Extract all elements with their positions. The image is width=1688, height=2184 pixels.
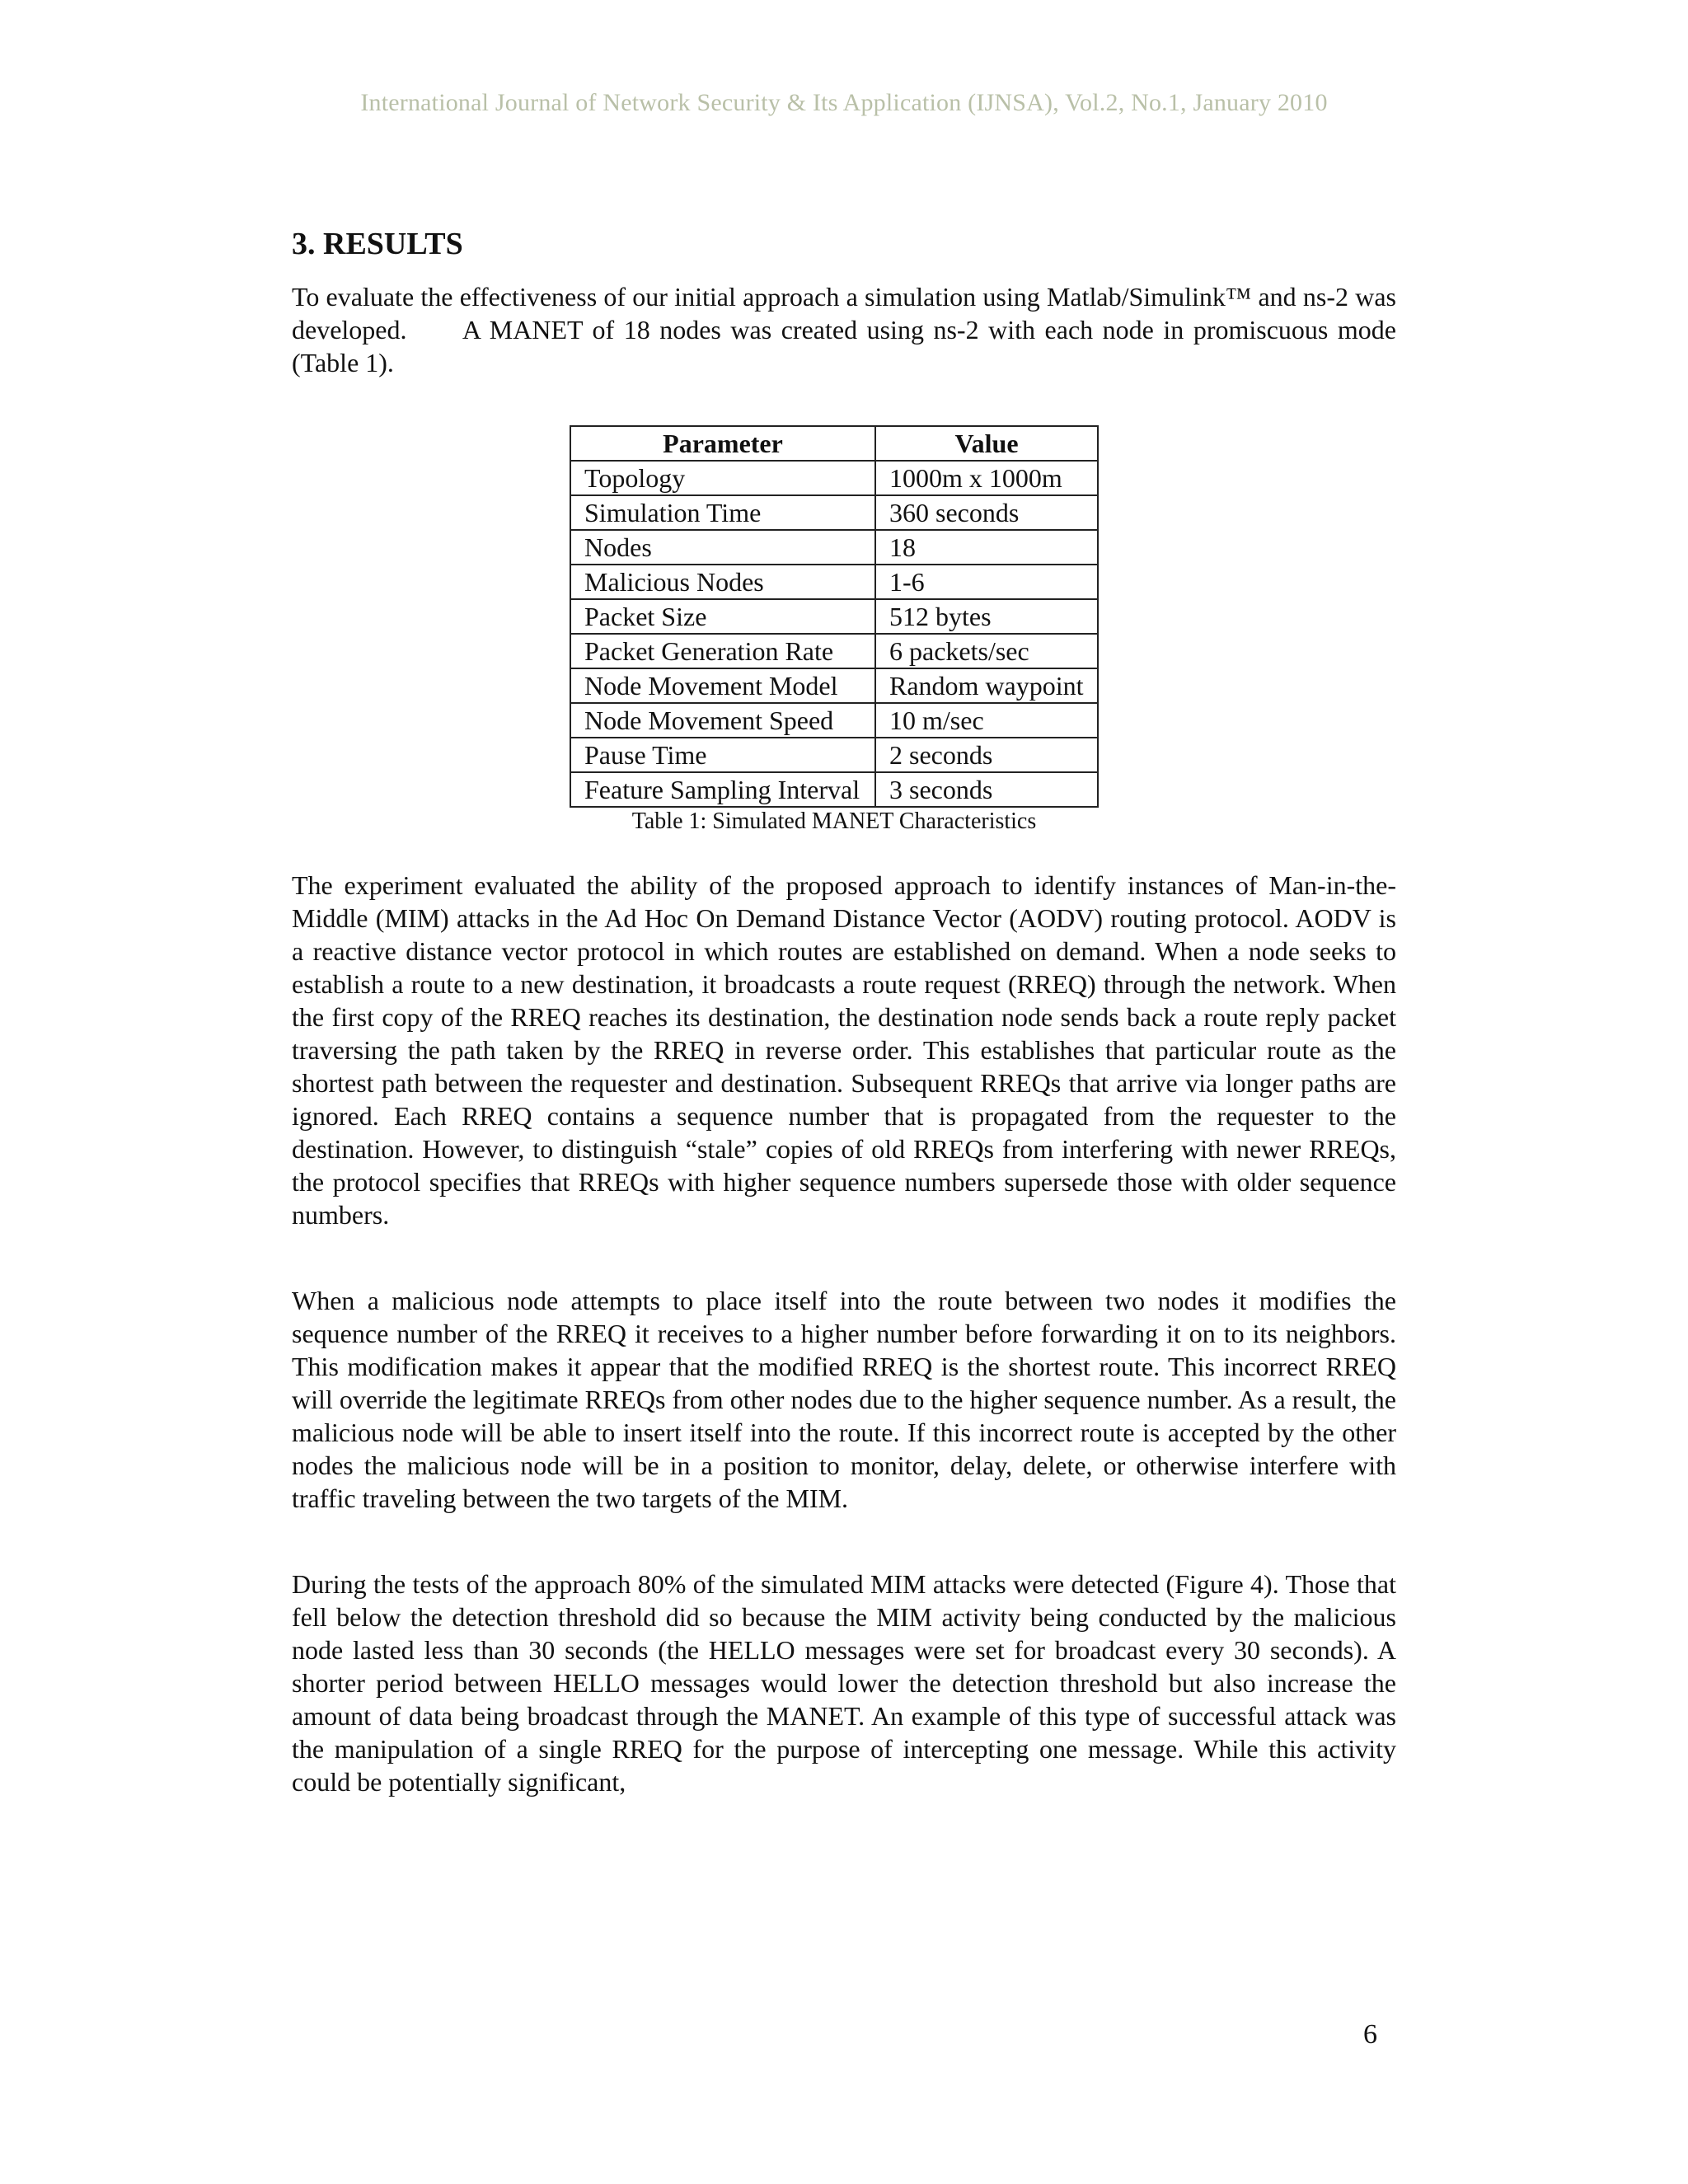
running-header: International Journal of Network Security & Its Application (IJNSA), Vol.2, No.1, January 2010 (360, 89, 1328, 116)
cell-value: 1000m x 1000m (875, 461, 1098, 495)
cell-value: 6 packets/sec (875, 634, 1098, 668)
table-row (570, 530, 1098, 565)
cell-parameter: Node Movement Model (570, 668, 875, 703)
section-title-rest: ESULTS (345, 227, 463, 261)
cell-parameter: Packet Generation Rate (570, 634, 875, 668)
paragraph-tests: During the tests of the approach 80% of the simulated MIM attacks were detected (Figure 4). Those that fell below the detection threshold did so because the MIM activity being conducted by the malicious node lasted less than 30 seconds (the HELLO messages were set for broadcast every 30 seconds). A shorter period between HELLO messages would lower the detection threshold but also increase the amount of data being broadcast through the MANET. An example of this type of successful attack was the manipulation of a single RREQ for the purpose of intercepting one message. While this activity could be potentially significant, (292, 1569, 1396, 1797)
table-caption: Table 1: Simulated MANET Characteristics (631, 808, 1037, 834)
table-row (570, 565, 1098, 599)
cell-value: Random waypoint (875, 668, 1098, 703)
cell-value: 3 seconds (875, 772, 1098, 807)
cell-parameter: Feature Sampling Interval (570, 772, 875, 807)
section-title-initial: R (323, 227, 346, 261)
page-number: 6 (1363, 2019, 1377, 2050)
table-row (570, 495, 1098, 530)
table-header-row (570, 426, 1098, 461)
table-row (570, 599, 1098, 634)
cell-parameter: Packet Size (570, 599, 875, 634)
paragraph-spacer (292, 1515, 1396, 1568)
cell-value: 18 (875, 530, 1098, 565)
paragraph-spacer (292, 1231, 1396, 1284)
cell-parameter: Pause Time (570, 738, 875, 772)
paragraph-aodv: The experiment evaluated the ability of the proposed approach to identify instances of Man-in-the-Middle (MIM) attacks in the Ad Hoc On Demand Distance Vector (AODV) routing protocol. AODV is a reactive distance vector protocol in which routes are established on demand. When a node seeks to establish a route to a new destination, it broadcasts a route request (RREQ) through the network. When the first copy of the RREQ reaches its destination, the destination node sends back a route reply packet traversing the path taken by the RREQ in reverse order. This establishes that particular route as the shortest path between the requester and destination. Subsequent RREQs that arrive via longer paths are ignored. Each RREQ contains a sequence number that is propagated from the requester to the destination. However, to distinguish “stale” copies of old RREQs from interfering with newer RREQs, the protocol specifies that RREQs with higher sequence numbers supersede those with older sequence numbers. (292, 870, 1396, 1230)
paragraph-malicious-node: When a malicious node attempts to place itself into the route between two nodes it modifies the sequence number of the RREQ it receives to a higher number before forwarding it on to its neighbors. This modification makes it appear that the modified RREQ is the shortest route. This incorrect RREQ will override the legitimate RREQs from other nodes due to the higher sequence number. As a result, the malicious node will be able to insert itself into the route. If this incorrect route is accepted by the other nodes the malicious node will be in a position to monitor, delay, delete, or otherwise interfere with traffic traveling between the two targets of the MIM. (292, 1286, 1396, 1513)
table-row (570, 634, 1098, 668)
table-row (570, 738, 1098, 772)
cell-value: 360 seconds (875, 495, 1098, 530)
column-header-parameter: Parameter (570, 426, 875, 461)
table-row (570, 668, 1098, 703)
section-number: 3. (292, 227, 316, 261)
parameters-table (570, 425, 1099, 808)
cell-value: 10 m/sec (875, 703, 1098, 738)
cell-parameter: Nodes (570, 530, 875, 565)
cell-parameter: Node Movement Speed (570, 703, 875, 738)
cell-value: 1-6 (875, 565, 1098, 599)
column-header-value: Value (875, 426, 1098, 461)
paragraph-intro: To evaluate the effectiveness of our initial approach a simulation using Matlab/Simulink™ and ns-2 was developed. A MANET of 18 nodes was created using ns-2 with each node in promiscuous mode (Table 1). (292, 282, 1403, 377)
table-row (570, 772, 1098, 807)
cell-parameter: Malicious Nodes (570, 565, 875, 599)
cell-parameter: Simulation Time (570, 495, 875, 530)
table-container (292, 425, 1396, 869)
page-content (292, 223, 1403, 1798)
table-row (570, 703, 1098, 738)
section-heading (292, 223, 1396, 265)
cell-value: 2 seconds (875, 738, 1098, 772)
cell-value: 512 bytes (875, 599, 1098, 634)
cell-parameter: Topology (570, 461, 875, 495)
table-row (570, 461, 1098, 495)
